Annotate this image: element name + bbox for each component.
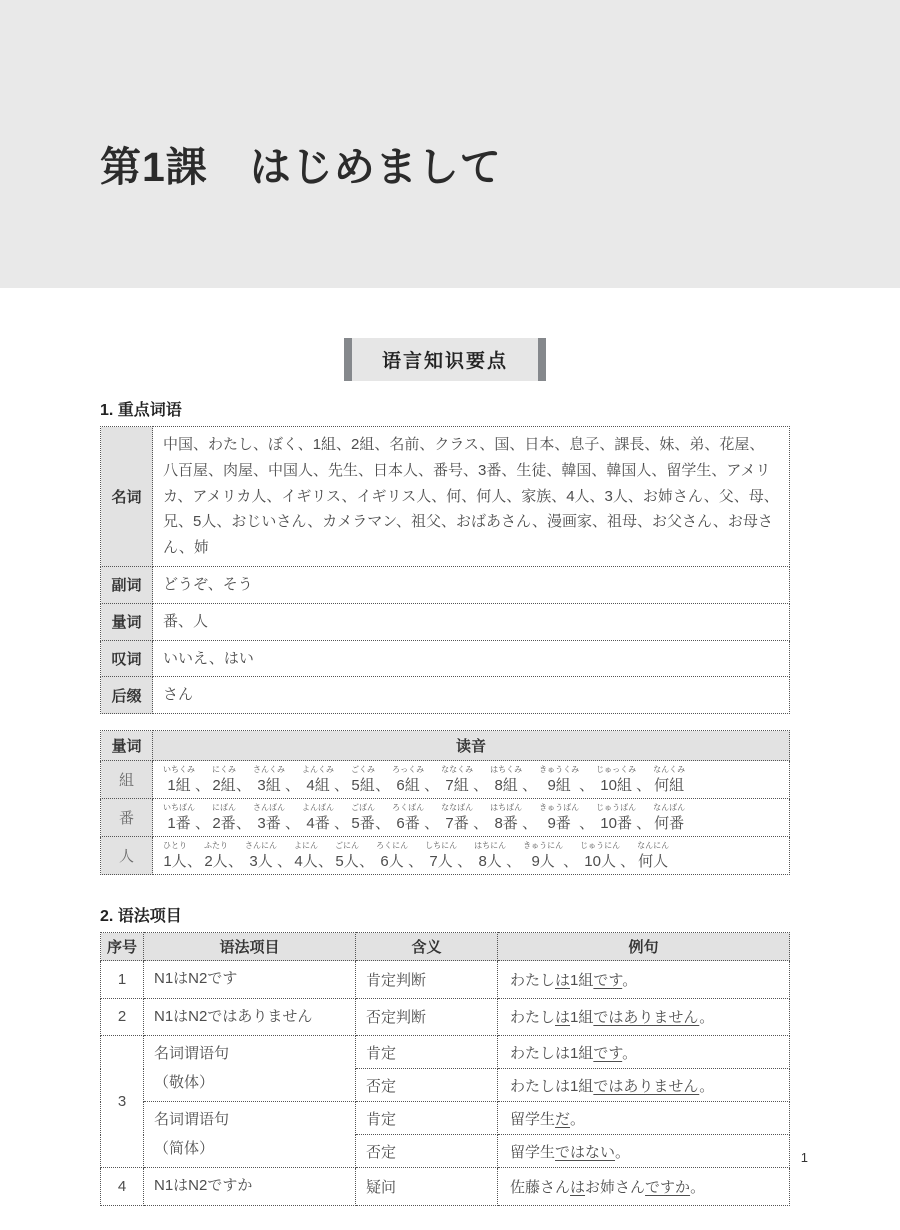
reading-separator: 、 xyxy=(424,814,440,832)
reading-base: 8番 xyxy=(494,814,518,832)
grammar-pattern-cell: N1はN2ではありません xyxy=(144,998,356,1036)
text-segment: お姉さん xyxy=(585,1178,646,1196)
readings-label-cell: 組 xyxy=(101,761,153,799)
reading-base: 10番 xyxy=(600,814,632,832)
reading-separator: 、 xyxy=(636,814,652,832)
ruby-item xyxy=(163,841,187,871)
reading-base: 5人 xyxy=(335,852,359,870)
underlined-segment: は xyxy=(570,1178,586,1196)
vocab-label-cell: 后缀 xyxy=(101,677,153,714)
grammar-row xyxy=(101,961,790,999)
ruby-item xyxy=(653,803,685,833)
ruby-item xyxy=(253,803,285,833)
lesson-header-band xyxy=(0,0,900,288)
grammar-meaning-cell: 否定 xyxy=(356,1069,498,1102)
text-segment: 1組 xyxy=(570,1009,594,1027)
ruby-item xyxy=(392,803,424,833)
vocab-table xyxy=(100,426,790,714)
page-number: 1 xyxy=(800,1150,808,1165)
reading-base: 何組 xyxy=(654,776,685,794)
vocab-row xyxy=(101,566,790,603)
ruby-item xyxy=(637,841,669,871)
vocab-content-cell: さん xyxy=(153,677,790,714)
grammar-meaning-cell: 肯定 xyxy=(356,1036,498,1069)
readings-content-cell xyxy=(153,761,790,799)
reading-base: 7人 xyxy=(429,852,453,870)
reading-separator: 、 xyxy=(620,852,636,870)
ruby-item xyxy=(212,765,236,795)
text-segment: 留学生 xyxy=(510,1143,556,1161)
reading-separator: 、 xyxy=(375,776,391,794)
reading-separator: 、 xyxy=(579,776,595,794)
furigana-text: よんくみ xyxy=(302,764,335,774)
pattern-line: （简体） xyxy=(154,1139,215,1157)
underlined-segment: ですか xyxy=(645,1178,691,1196)
furigana-text: きゅうくみ xyxy=(539,764,580,774)
reading-base: 5組 xyxy=(351,776,375,794)
grammar-table xyxy=(100,932,790,1206)
grammar-pattern-cell xyxy=(144,1036,356,1102)
furigana-text: きゅうにん xyxy=(523,840,564,850)
reading-base: 4組 xyxy=(306,776,330,794)
reading-base: 7組 xyxy=(445,776,469,794)
furigana-text: じゅうばん xyxy=(596,802,637,812)
text-segment: わたしは1組 xyxy=(510,1077,594,1095)
underlined-segment: ではない xyxy=(555,1143,616,1161)
reading-separator: 、 xyxy=(195,814,211,832)
text-segment: 。 xyxy=(615,1143,631,1161)
underlined-segment: ではありません xyxy=(593,1009,700,1027)
ruby-item xyxy=(441,765,473,795)
readings-content-cell xyxy=(153,837,790,875)
lesson-title: 第1課 はじめまして xyxy=(100,144,502,190)
reading-separator: 、 xyxy=(334,814,350,832)
reading-base: 3番 xyxy=(257,814,281,832)
ruby-item xyxy=(335,841,359,871)
reading-separator: 、 xyxy=(563,852,579,870)
text-segment: わたし xyxy=(510,1009,556,1027)
section-banner-label: 语言知识要点 xyxy=(352,338,538,381)
underlined-segment: だ xyxy=(555,1110,571,1128)
furigana-text: いちばん xyxy=(163,802,195,812)
grammar-header-meaning: 含义 xyxy=(356,933,498,961)
furigana-text: はちばん xyxy=(490,802,523,812)
reading-separator: 、 xyxy=(636,776,652,794)
ruby-item xyxy=(212,803,236,833)
reading-base: 8人 xyxy=(478,852,502,870)
reading-base: 2番 xyxy=(212,814,236,832)
reading-base: 5番 xyxy=(351,814,375,832)
ruby-item xyxy=(539,765,579,795)
readings-row xyxy=(101,799,790,837)
reading-separator: 、 xyxy=(285,776,301,794)
reading-base: 2組 xyxy=(212,776,236,794)
furigana-text: さんばん xyxy=(253,802,286,812)
grammar-meaning-cell: 疑问 xyxy=(356,1168,498,1206)
ruby-item xyxy=(294,841,318,871)
grammar-pattern-cell xyxy=(144,1102,356,1168)
text-segment: わたしは1組 xyxy=(510,1044,594,1062)
pattern-line: 名词谓语句 xyxy=(154,1045,230,1063)
text-segment: わたし xyxy=(510,971,556,989)
ruby-item xyxy=(425,841,457,871)
text-segment: 。 xyxy=(622,1044,638,1062)
reading-separator: 、 xyxy=(424,776,440,794)
readings-row xyxy=(101,761,790,799)
furigana-text: いちくみ xyxy=(163,764,195,774)
text-segment: 。 xyxy=(690,1178,706,1196)
reading-separator: 、 xyxy=(408,852,424,870)
ruby-item xyxy=(245,841,277,871)
vocab-row xyxy=(101,427,790,567)
reading-separator: 、 xyxy=(187,852,203,870)
vocab-label-cell: 副词 xyxy=(101,566,153,603)
grammar-header-pattern: 语法项目 xyxy=(144,933,356,961)
furigana-text: ごばん xyxy=(351,802,376,812)
readings-header-row xyxy=(101,731,790,761)
furigana-text: ふたり xyxy=(204,840,229,850)
reading-separator: 、 xyxy=(285,814,301,832)
reading-separator: 、 xyxy=(375,814,391,832)
reading-separator: 、 xyxy=(228,852,244,870)
reading-base: 1人 xyxy=(163,852,187,870)
grammar-example-cell xyxy=(498,998,790,1036)
grammar-no-cell: 1 xyxy=(101,961,144,999)
grammar-no-cell: 3 xyxy=(101,1036,144,1168)
ruby-item xyxy=(351,803,375,833)
ruby-item xyxy=(253,765,285,795)
underlined-segment: ではありません xyxy=(593,1077,700,1095)
reading-separator: 、 xyxy=(236,776,252,794)
readings-header-counter: 量词 xyxy=(101,731,153,761)
grammar-meaning-cell: 否定 xyxy=(356,1135,498,1168)
grammar-header-no: 序号 xyxy=(101,933,144,961)
furigana-text: じゅっくみ xyxy=(596,764,637,774)
reading-separator: 、 xyxy=(522,776,538,794)
reading-separator: 、 xyxy=(522,814,538,832)
readings-label-cell: 人 xyxy=(101,837,153,875)
furigana-text: よにん xyxy=(294,840,319,850)
ruby-item xyxy=(596,765,636,795)
reading-base: 8組 xyxy=(494,776,518,794)
reading-base: 4人 xyxy=(294,852,318,870)
furigana-text: なんにん xyxy=(637,840,670,850)
section-banner xyxy=(100,338,790,381)
ruby-item xyxy=(204,841,228,871)
reading-separator: 、 xyxy=(579,814,595,832)
text-segment: 1組 xyxy=(570,971,594,989)
furigana-text: よんばん xyxy=(302,802,335,812)
ruby-item xyxy=(302,765,334,795)
grammar-row xyxy=(101,998,790,1036)
vocab-content-cell: 中国、わたし、ぼく、1組、2組、名前、クラス、国、日本、息子、課長、妹、弟、花屋、八百屋、肉屋、中国人、先生、日本人、番号、3番、生徒、韓国、韓国人、留学生、アメリカ、アメリカ人、イギリス、イギリス人、何、何人、家族、4人、3人、お姉さん、父、母、兄、5人、おじいさん、カメラマン、祖父、おばあさん、漫画家、祖母、お父さん、お母さん、姉 xyxy=(153,427,790,567)
reading-base: 7番 xyxy=(445,814,469,832)
vocab-row xyxy=(101,640,790,677)
reading-base: 3組 xyxy=(257,776,281,794)
grammar-header-row xyxy=(101,933,790,961)
reading-base: 9組 xyxy=(547,776,571,794)
ruby-item xyxy=(490,765,522,795)
banner-right-bar xyxy=(538,338,546,381)
furigana-text: さんくみ xyxy=(253,764,286,774)
vocab-content-cell: 番、人 xyxy=(153,603,790,640)
vocab-label-cell: 量词 xyxy=(101,603,153,640)
furigana-text: ごくみ xyxy=(351,764,376,774)
reading-separator: 、 xyxy=(277,852,293,870)
text-segment: 佐藤さん xyxy=(510,1178,571,1196)
reading-base: 9人 xyxy=(531,852,555,870)
grammar-row xyxy=(101,1168,790,1206)
grammar-no-cell: 2 xyxy=(101,998,144,1036)
banner-left-bar xyxy=(344,338,352,381)
pattern-line: 名词谓语句 xyxy=(154,1111,230,1129)
furigana-text: ろくばん xyxy=(392,802,425,812)
underlined-segment: です xyxy=(593,971,623,989)
vocab-label-cell: 叹词 xyxy=(101,640,153,677)
text-segment: 。 xyxy=(699,1077,715,1095)
vocab-content-cell: いいえ、はい xyxy=(153,640,790,677)
grammar-example-cell xyxy=(498,1069,790,1102)
ruby-item xyxy=(351,765,375,795)
reading-base: 3人 xyxy=(249,852,273,870)
reading-base: 1組 xyxy=(167,776,191,794)
ruby-item xyxy=(302,803,334,833)
ruby-item xyxy=(441,803,473,833)
grammar-example-cell xyxy=(498,961,790,999)
grammar-pattern-cell: N1はN2ですか xyxy=(144,1168,356,1206)
vocab-row xyxy=(101,603,790,640)
grammar-meaning-cell: 肯定判断 xyxy=(356,961,498,999)
grammar-table-body xyxy=(101,961,790,1206)
reading-base: 6番 xyxy=(396,814,420,832)
ruby-item xyxy=(653,765,685,795)
grammar-example-cell xyxy=(498,1135,790,1168)
grammar-example-cell xyxy=(498,1168,790,1206)
text-segment: 。 xyxy=(570,1110,586,1128)
furigana-text: ろくにん xyxy=(376,840,409,850)
reading-separator: 、 xyxy=(318,852,334,870)
ruby-item xyxy=(539,803,579,833)
furigana-text: ひとり xyxy=(163,840,187,850)
readings-table-body xyxy=(101,761,790,875)
vocab-content-cell: どうぞ、そう xyxy=(153,566,790,603)
vocab-label-cell: 名词 xyxy=(101,427,153,567)
page-content xyxy=(100,338,790,1206)
grammar-example-cell xyxy=(498,1102,790,1135)
reading-base: 9番 xyxy=(547,814,571,832)
underlined-segment: は xyxy=(555,971,571,989)
furigana-text: ななくみ xyxy=(441,764,474,774)
reading-separator: 、 xyxy=(236,814,252,832)
furigana-text: さんにん xyxy=(245,840,278,850)
readings-content-cell xyxy=(153,799,790,837)
reading-separator: 、 xyxy=(506,852,522,870)
reading-base: 4番 xyxy=(306,814,330,832)
grammar-no-cell: 4 xyxy=(101,1168,144,1206)
ruby-item xyxy=(163,765,195,795)
reading-base: 10組 xyxy=(600,776,632,794)
reading-separator: 、 xyxy=(359,852,375,870)
furigana-text: なんばん xyxy=(653,802,686,812)
text-segment: 。 xyxy=(622,971,638,989)
ruby-item xyxy=(580,841,620,871)
vocab-table-body xyxy=(101,427,790,714)
readings-table xyxy=(100,730,790,875)
furigana-text: ろっくみ xyxy=(392,764,425,774)
furigana-text: にくみ xyxy=(212,764,237,774)
ruby-item xyxy=(474,841,506,871)
grammar-section-heading: 2. 语法项目 xyxy=(100,908,182,926)
underlined-segment: です xyxy=(593,1044,623,1062)
furigana-text: はちにん xyxy=(474,840,507,850)
ruby-item xyxy=(523,841,563,871)
grammar-meaning-cell: 否定判断 xyxy=(356,998,498,1036)
grammar-pattern-cell: N1はN2です xyxy=(144,961,356,999)
ruby-item xyxy=(163,803,195,833)
grammar-meaning-cell: 肯定 xyxy=(356,1102,498,1135)
ruby-item xyxy=(490,803,522,833)
reading-base: 何人 xyxy=(638,852,669,870)
reading-base: 1番 xyxy=(167,814,191,832)
reading-base: 6組 xyxy=(396,776,420,794)
grammar-row xyxy=(101,1036,790,1069)
reading-separator: 、 xyxy=(195,776,211,794)
grammar-row xyxy=(101,1102,790,1135)
readings-label-cell: 番 xyxy=(101,799,153,837)
text-segment: 留学生 xyxy=(510,1110,556,1128)
text-segment: 。 xyxy=(699,1009,715,1027)
reading-separator: 、 xyxy=(473,776,489,794)
furigana-text: しちにん xyxy=(425,840,458,850)
furigana-text: なんくみ xyxy=(653,764,686,774)
reading-separator: 、 xyxy=(473,814,489,832)
furigana-text: にばん xyxy=(212,802,237,812)
pattern-line: （敬体） xyxy=(154,1073,215,1091)
grammar-header-example: 例句 xyxy=(498,933,790,961)
underlined-segment: は xyxy=(555,1009,571,1027)
furigana-text: じゅうにん xyxy=(580,840,621,850)
furigana-text: ななばん xyxy=(441,802,474,812)
furigana-text: ごにん xyxy=(335,840,360,850)
ruby-item xyxy=(376,841,408,871)
reading-base: 10人 xyxy=(584,852,616,870)
reading-separator: 、 xyxy=(334,776,350,794)
furigana-text: はちくみ xyxy=(490,764,523,774)
readings-row xyxy=(101,837,790,875)
reading-base: 2人 xyxy=(204,852,228,870)
reading-separator: 、 xyxy=(457,852,473,870)
ruby-item xyxy=(596,803,636,833)
reading-base: 6人 xyxy=(380,852,404,870)
grammar-example-cell xyxy=(498,1036,790,1069)
ruby-item xyxy=(392,765,424,795)
vocab-row xyxy=(101,677,790,714)
vocab-section-heading: 1. 重点词语 xyxy=(100,402,182,419)
reading-base: 何番 xyxy=(654,814,685,832)
readings-header-pronunciation: 读音 xyxy=(153,731,790,761)
furigana-text: きゅうばん xyxy=(539,802,580,812)
